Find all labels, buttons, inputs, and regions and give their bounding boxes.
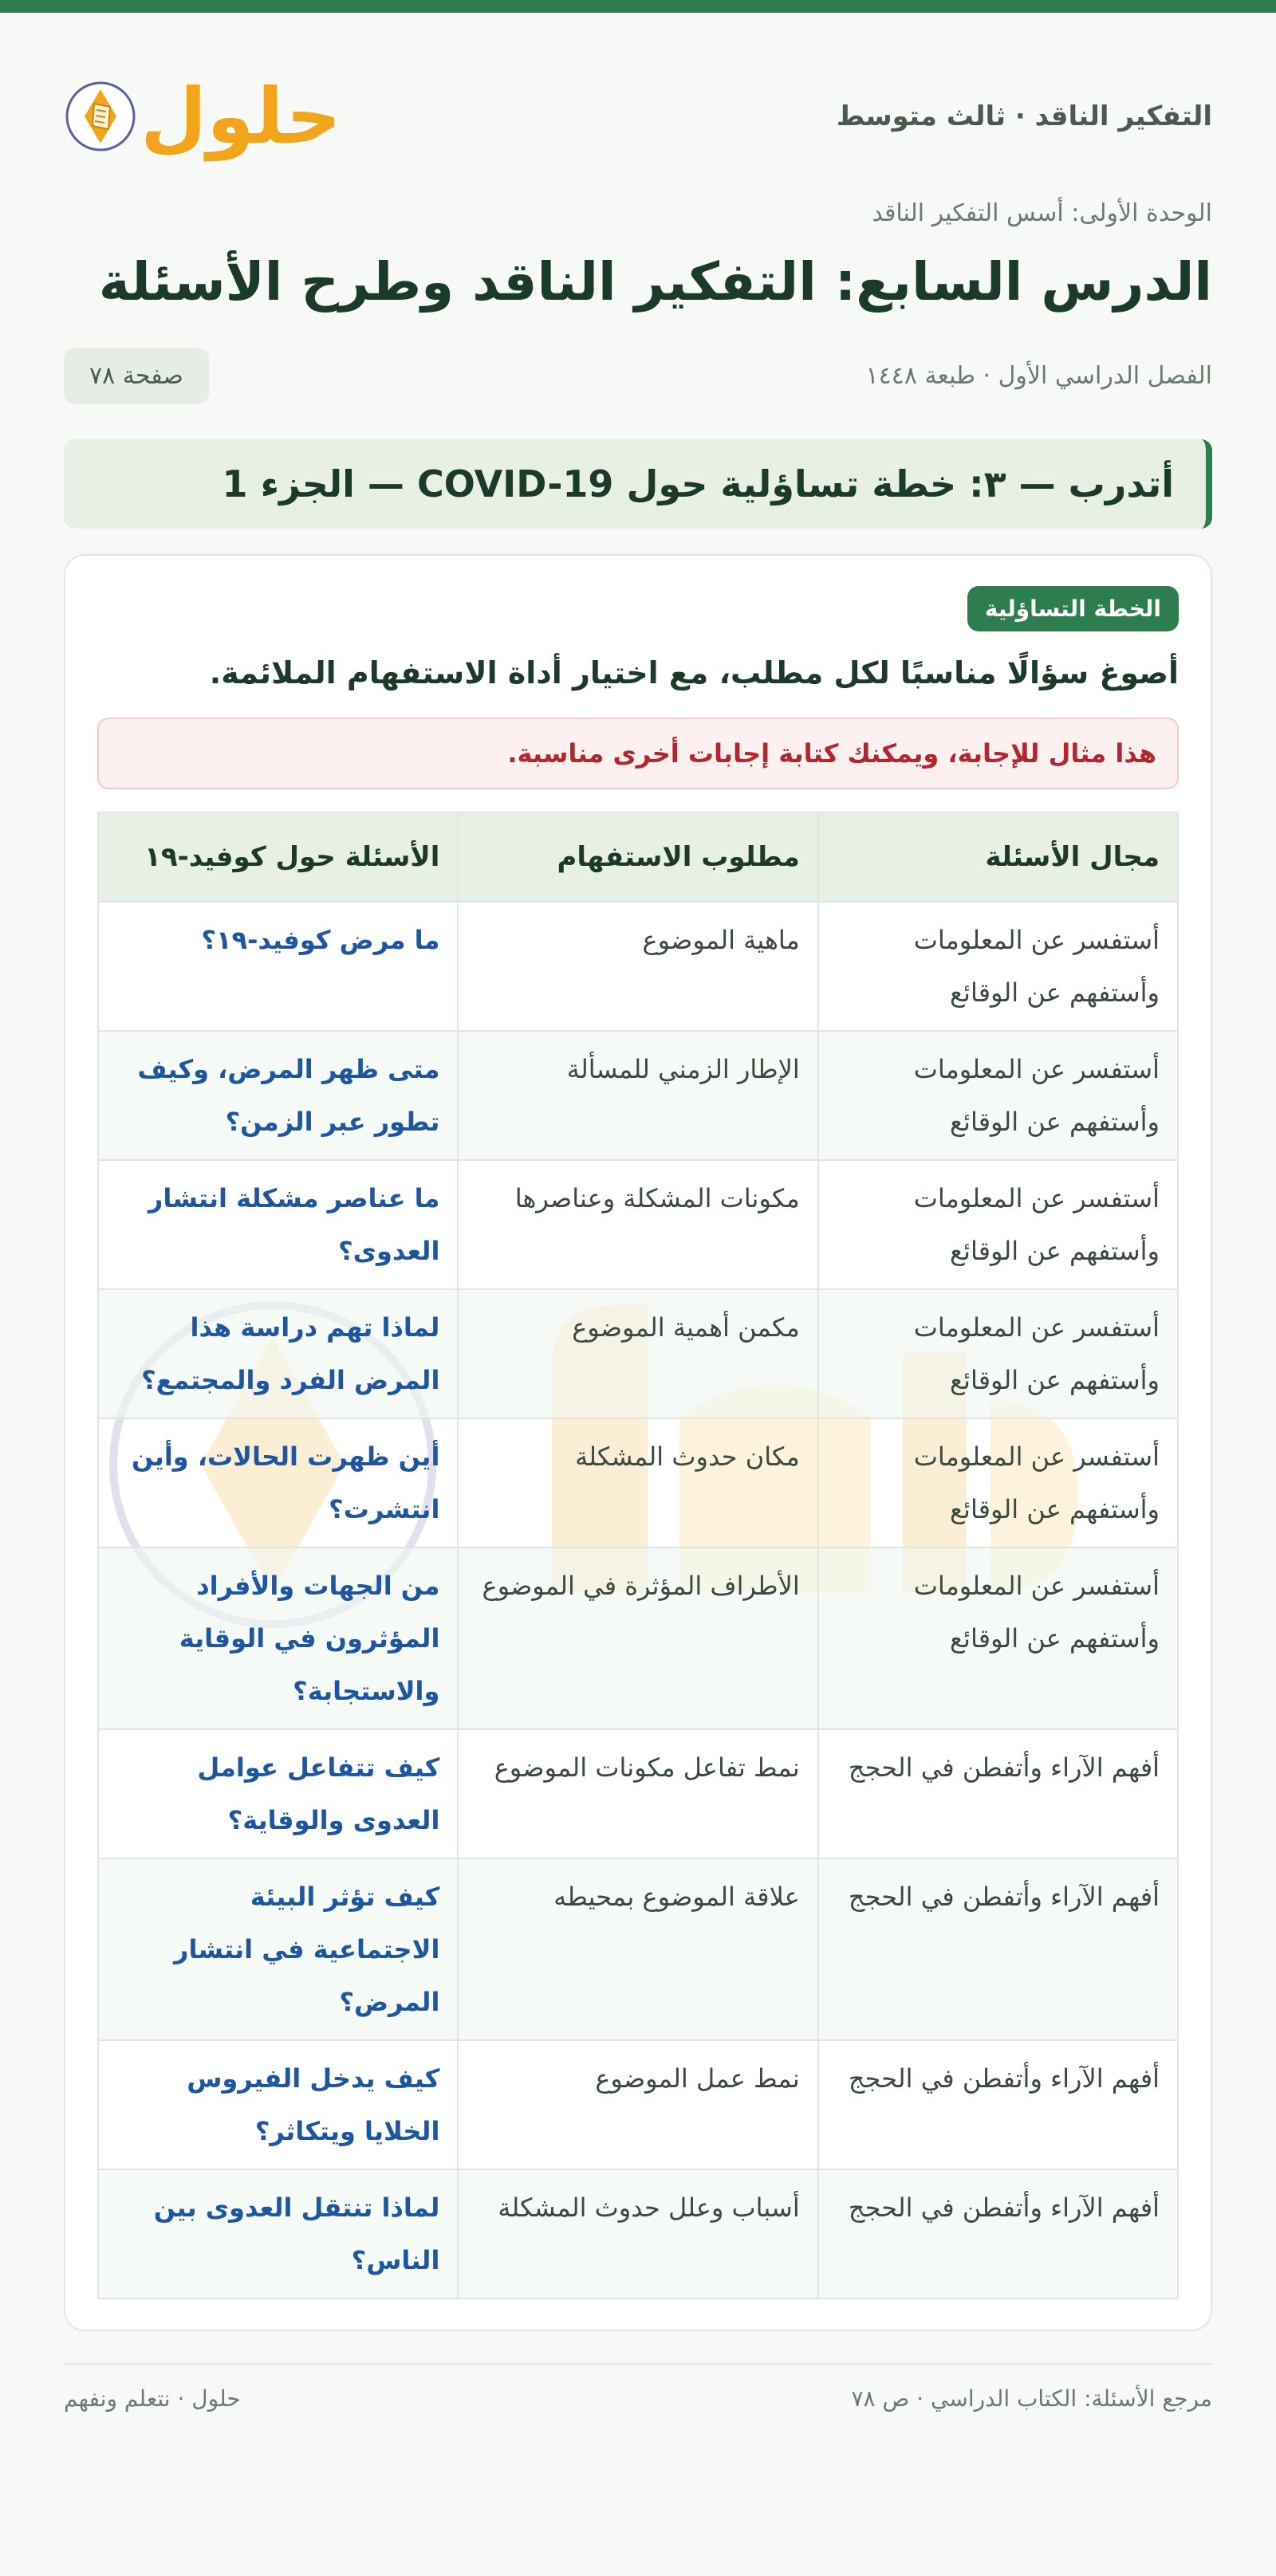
requirement-cell: الإطار الزمني للمسألة bbox=[458, 1031, 817, 1160]
requirement-cell: مكان حدوث المشكلة bbox=[458, 1418, 817, 1548]
table-row bbox=[98, 2169, 1178, 2299]
table-row bbox=[98, 1418, 1178, 1548]
requirement-cell: مكمن أهمية الموضوع bbox=[458, 1289, 817, 1418]
requirement-cell: نمط تفاعل مكونات الموضوع bbox=[458, 1729, 817, 1858]
logo-text: حلول bbox=[140, 72, 341, 161]
table-row bbox=[98, 2040, 1178, 2169]
lesson-title: الدرس السابع: التفكير الناقد وطرح الأسئلة bbox=[98, 251, 1212, 313]
domain-cell: أفهم الآراء وأتفطن في الحجج bbox=[818, 2169, 1178, 2299]
question-cell: أين ظهرت الحالات، وأين انتشرت؟ bbox=[98, 1418, 458, 1548]
page bbox=[0, 69, 1276, 2412]
example-note: هذا مثال للإجابة، ويمكنك كتابة إجابات أخرى مناسبة. bbox=[97, 718, 1179, 789]
question-cell: كيف تؤثر البيئة الاجتماعية في انتشار المرض؟ bbox=[98, 1858, 458, 2040]
domain-cell: أفهم الآراء وأتفطن في الحجج bbox=[818, 2040, 1178, 2169]
requirement-cell: الأطراف المؤثرة في الموضوع bbox=[458, 1548, 817, 1729]
meta-row bbox=[64, 348, 1212, 404]
exercise-card bbox=[64, 554, 1212, 2331]
logo[interactable] bbox=[64, 72, 341, 161]
table-row bbox=[98, 1729, 1178, 1858]
question-cell: متى ظهر المرض، وكيف تطور عبر الزمن؟ bbox=[98, 1031, 458, 1160]
plan-badge: الخطة التساؤلية bbox=[967, 586, 1179, 631]
domain-cell: أستفسر عن المعلومات وأستفهم عن الوقائع bbox=[818, 1548, 1178, 1729]
requirement-cell: ماهية الموضوع bbox=[458, 902, 817, 1031]
question-cell: من الجهات والأفراد المؤثرون في الوقاية والاستجابة؟ bbox=[98, 1548, 458, 1729]
domain-cell: أفهم الآراء وأتفطن في الحجج bbox=[818, 1729, 1178, 1858]
question-cell: لماذا تنتقل العدوى بين الناس؟ bbox=[98, 2169, 458, 2299]
question-cell: كيف تتفاعل عوامل العدوى والوقاية؟ bbox=[98, 1729, 458, 1858]
domain-cell: أفهم الآراء وأتفطن في الحجج bbox=[818, 1858, 1178, 2040]
subject-title: التفكير الناقد · ثالث متوسط bbox=[836, 100, 1212, 132]
unit-label: الوحدة الأولى: أسس التفكير الناقد bbox=[872, 199, 1212, 227]
instruction-text: أصوغ سؤالًا مناسبًا لكل مطلب، مع اختيار أداة الاستفهام الملائمة. bbox=[209, 655, 1179, 690]
questions-table bbox=[97, 812, 1179, 2299]
header-questions: الأسئلة حول كوفيد-١٩ bbox=[98, 812, 458, 902]
domain-cell: أستفسر عن المعلومات وأستفهم عن الوقائع bbox=[818, 1418, 1178, 1548]
footer-brand: حلول · نتعلم ونفهم bbox=[64, 2385, 241, 2412]
header bbox=[64, 69, 1212, 164]
section-title: أتدرب — ٣: خطة تساؤلية حول COVID-19 — الجزء 1 bbox=[222, 462, 1174, 505]
table-row bbox=[98, 1031, 1178, 1160]
requirement-cell: مكونات المشكلة وعناصرها bbox=[458, 1160, 817, 1289]
pencil-emblem-icon bbox=[64, 80, 137, 153]
header-domain: مجال الأسئلة bbox=[818, 812, 1178, 902]
question-cell: ما عناصر مشكلة انتشار العدوى؟ bbox=[98, 1160, 458, 1289]
table-row bbox=[98, 1289, 1178, 1418]
domain-cell: أستفسر عن المعلومات وأستفهم عن الوقائع bbox=[818, 1160, 1178, 1289]
section-heading bbox=[64, 439, 1212, 529]
footer bbox=[64, 2363, 1212, 2412]
table-row bbox=[98, 1548, 1178, 1729]
requirement-cell: نمط عمل الموضوع bbox=[458, 2040, 817, 2169]
question-cell: لماذا تهم دراسة هذا المرض الفرد والمجتمع؟ bbox=[98, 1289, 458, 1418]
table-row bbox=[98, 1858, 1178, 2040]
question-cell: كيف يدخل الفيروس الخلايا ويتكاثر؟ bbox=[98, 2040, 458, 2169]
domain-cell: أستفسر عن المعلومات وأستفهم عن الوقائع bbox=[818, 1031, 1178, 1160]
requirement-cell: أسباب وعلل حدوث المشكلة bbox=[458, 2169, 817, 2299]
table-header-row bbox=[98, 812, 1178, 902]
semester-label: الفصل الدراسي الأول · طبعة ١٤٤٨ bbox=[865, 362, 1212, 390]
table-row bbox=[98, 902, 1178, 1031]
question-cell: ما مرض كوفيد-١٩؟ bbox=[98, 902, 458, 1031]
page-number-badge: صفحة ٧٨ bbox=[64, 348, 209, 404]
domain-cell: أستفسر عن المعلومات وأستفهم عن الوقائع bbox=[818, 902, 1178, 1031]
footer-reference: مرجع الأسئلة: الكتاب الدراسي · ص ٧٨ bbox=[851, 2385, 1212, 2412]
top-accent-bar bbox=[0, 0, 1276, 13]
header-requirement: مطلوب الاستفهام bbox=[458, 812, 817, 902]
table-row bbox=[98, 1160, 1178, 1289]
requirement-cell: علاقة الموضوع بمحيطه bbox=[458, 1858, 817, 2040]
domain-cell: أستفسر عن المعلومات وأستفهم عن الوقائع bbox=[818, 1289, 1178, 1418]
